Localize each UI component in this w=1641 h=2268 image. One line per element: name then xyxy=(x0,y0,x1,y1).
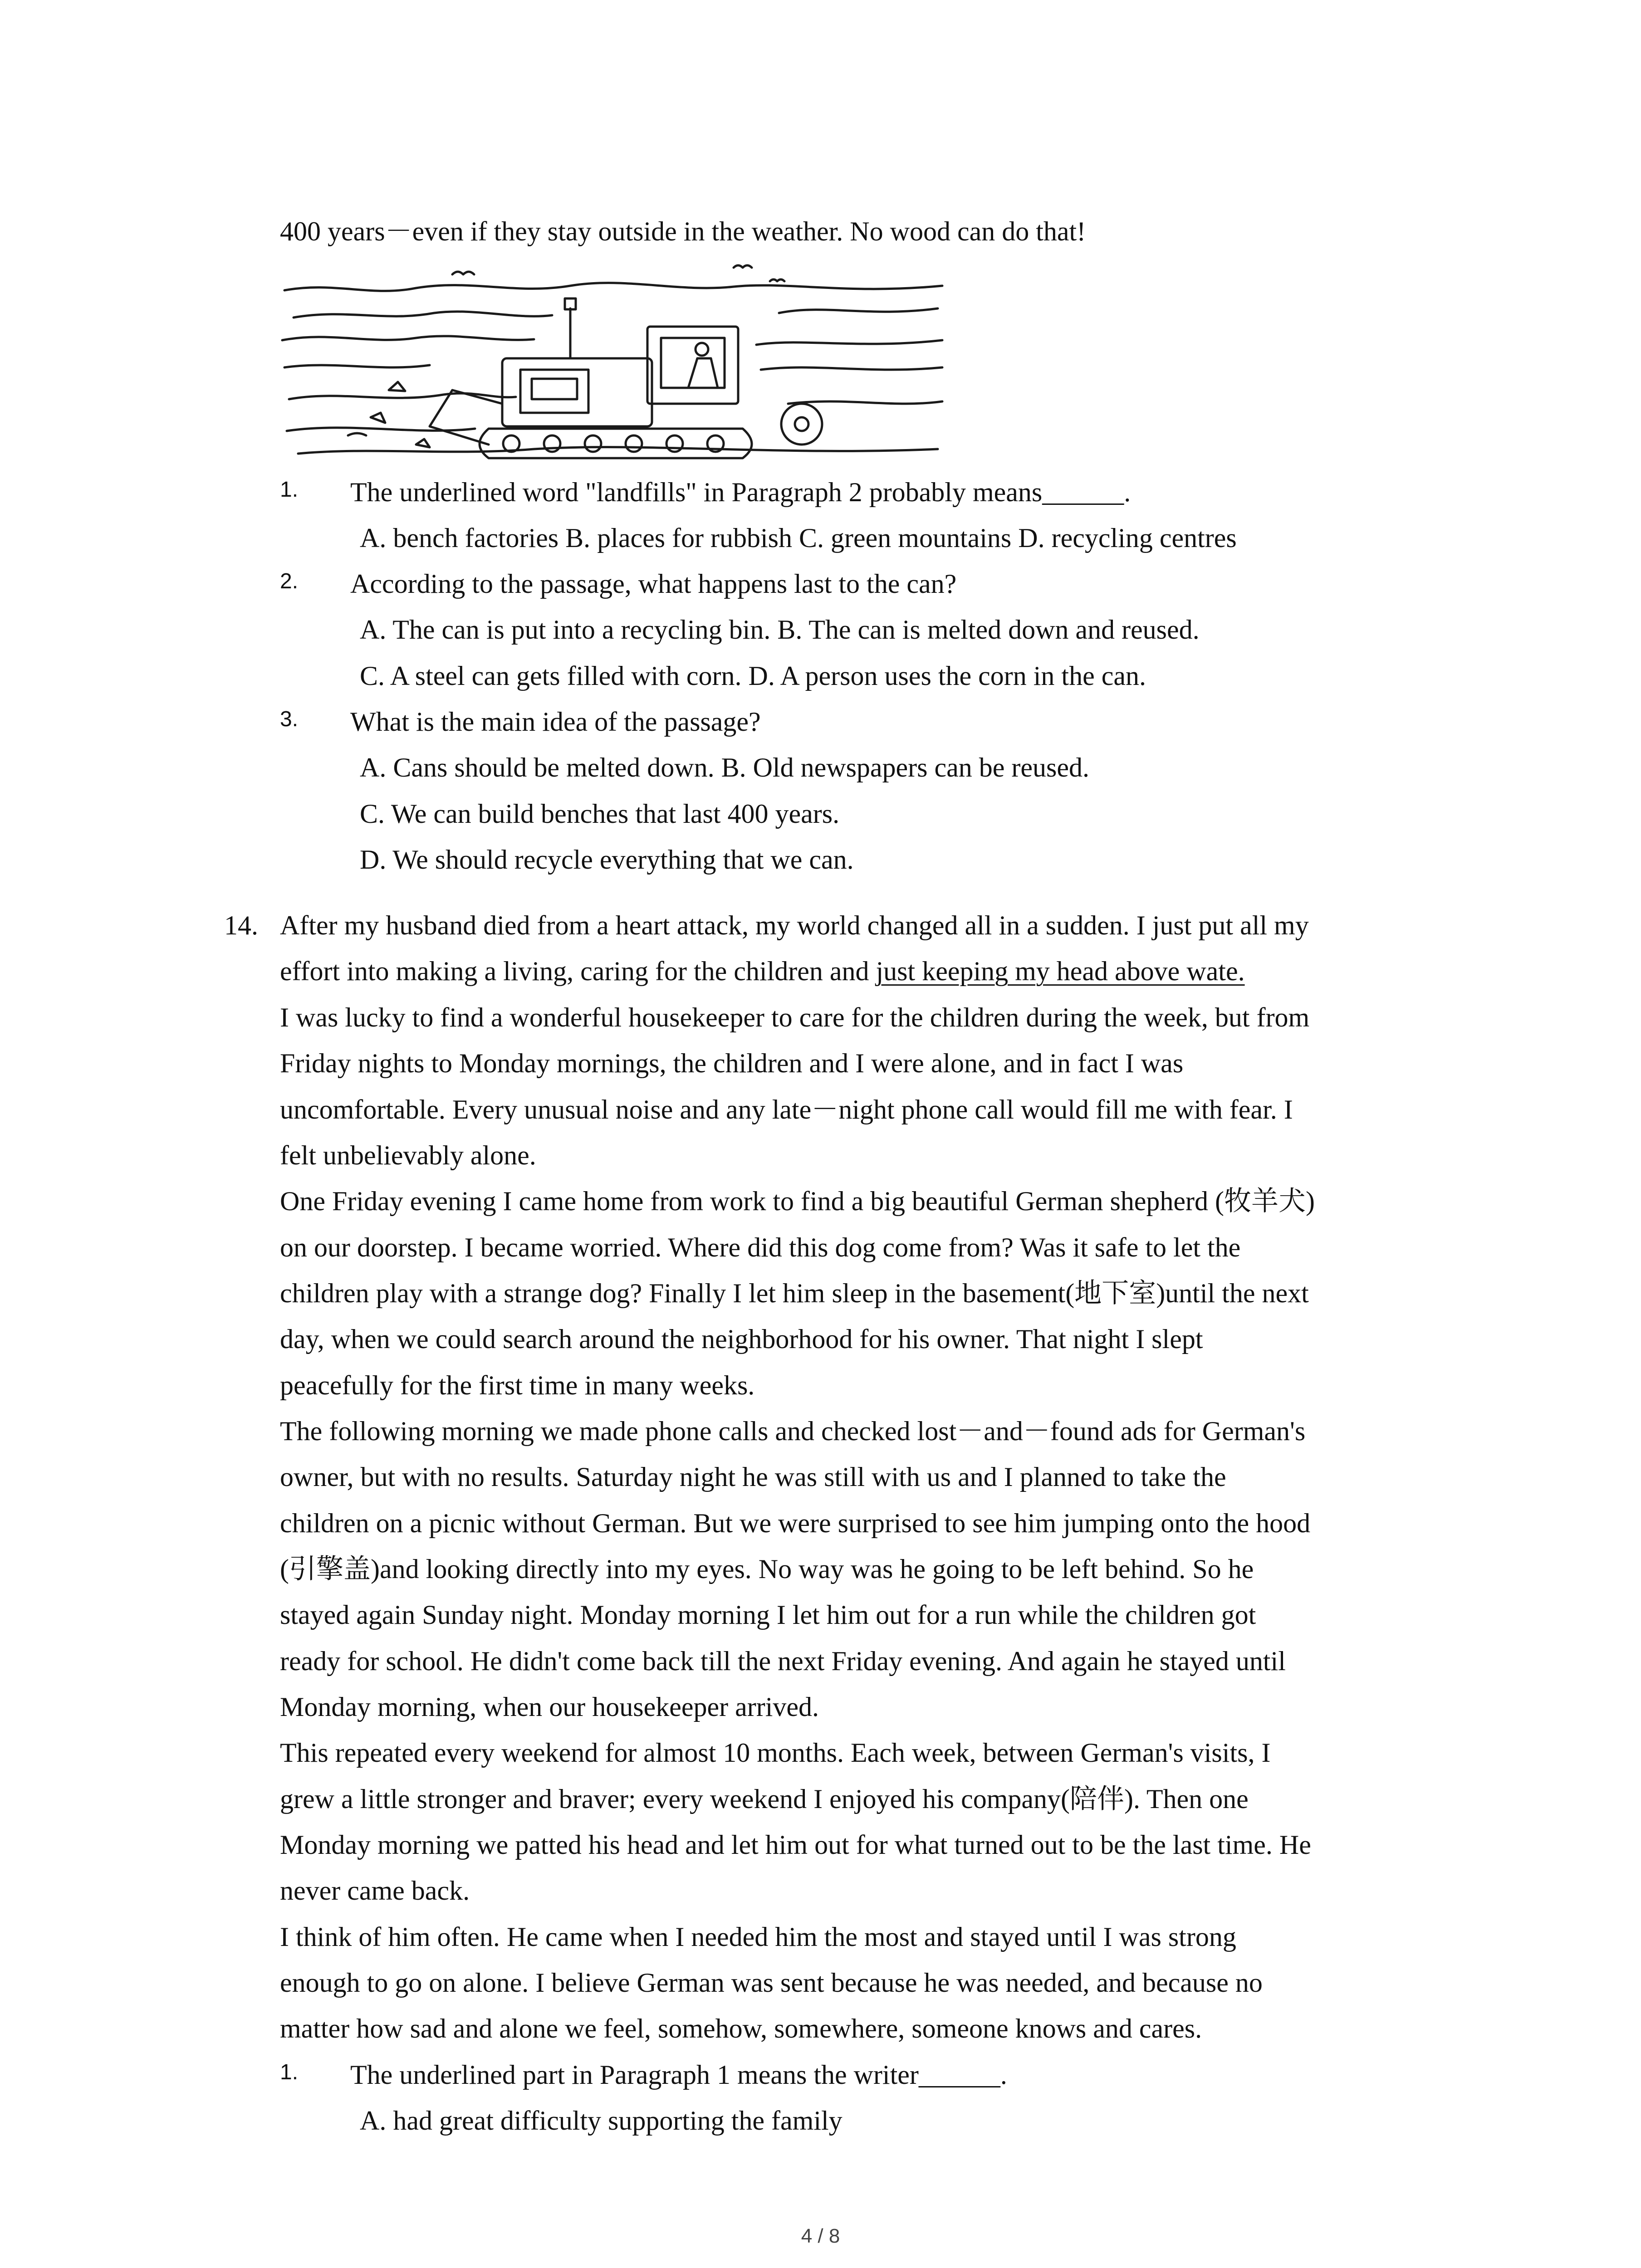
question-number: 1. xyxy=(280,478,299,502)
question-options: A. bench factories B. places for rubbish C. green mountains D. recycling centres xyxy=(360,523,1237,553)
question-option-a: A. had great difficulty supporting the family xyxy=(360,2106,843,2136)
passage-line: stayed again Sunday night. Monday morning I let him out for a run while the children got xyxy=(280,1600,1256,1630)
passage-line: This repeated every weekend for almost 10 months. Each week, between German's visits, I xyxy=(280,1738,1271,1768)
passage-line: matter how sad and alone we feel, somehow, somewhere, someone knows and cares. xyxy=(280,2014,1202,2043)
passage-line: peacefully for the first time in many weeks. xyxy=(280,1370,755,1400)
passage-line: uncomfortable. Every unusual noise and any late－night phone call would fill me with fear. I xyxy=(280,1095,1293,1124)
passage-line: One Friday evening I came home from work to find a big beautiful German shepherd (牧羊犬) xyxy=(280,1186,1315,1216)
passage-line: felt unbelievably alone. xyxy=(280,1140,536,1170)
question-stem: What is the main idea of the passage? xyxy=(350,707,761,737)
passage-line: on our doorstep. I became worried. Where did this dog come from? Was it safe to let the xyxy=(280,1232,1241,1262)
passage-line: owner, but with no results. Saturday night he was still with us and I planned to take the xyxy=(280,1462,1226,1492)
passage-line: (引擎盖)and looking directly into my eyes. No way was he going to be left behind. So he xyxy=(280,1554,1254,1584)
passage-line: I was lucky to find a wonderful housekeeper to care for the children during the week, but from xyxy=(280,1002,1310,1032)
question-number: 3. xyxy=(280,707,299,731)
question-options: D. We should recycle everything that we can. xyxy=(360,845,854,875)
question-options: C. We can build benches that last 400 years. xyxy=(360,799,840,829)
passage-line: The following morning we made phone calls and checked lost－and－found ads for German's xyxy=(280,1416,1306,1446)
question-options: A. Cans should be melted down. B. Old newspapers can be reused. xyxy=(360,753,1089,782)
question-options: A. The can is put into a recycling bin. B. The can is melted down and reused. xyxy=(360,615,1200,645)
passage-line: Friday nights to Monday mornings, the children and I were alone, and in fact I was xyxy=(280,1048,1184,1078)
passage-line: Monday morning, when our housekeeper arrived. xyxy=(280,1692,819,1722)
passage-text: effort into making a living, caring for the children and xyxy=(280,956,876,986)
passage-line xyxy=(280,953,1245,989)
page-number: 4 / 8 xyxy=(801,2225,840,2247)
passage-line: children play with a strange dog? Finally I let him sleep in the basement(地下室)until the next xyxy=(280,1278,1309,1308)
underlined-phrase: just keeping my head above wate. xyxy=(876,956,1245,986)
passage-line: ready for school. He didn't come back till the next Friday evening. And again he stayed until xyxy=(280,1646,1286,1676)
bulldozer-landfill-illustration xyxy=(280,254,947,463)
passage-line: never came back. xyxy=(280,1876,470,1906)
passage-line: grew a little stronger and braver; every weekend I enjoyed his company(陪伴). Then one xyxy=(280,1784,1249,1814)
question-number: 1. xyxy=(280,2060,299,2084)
passage-line: enough to go on alone. I believe German was sent because he was needed, and because no xyxy=(280,1968,1263,1998)
passage-line: Monday morning we patted his head and let him out for what turned out to be the last time. He xyxy=(280,1830,1311,1860)
intro-line: 400 years－even if they stay outside in the weather. No wood can do that! xyxy=(280,216,1086,246)
question-options: C. A steel can gets filled with corn. D. A person uses the corn in the can. xyxy=(360,661,1146,691)
passage-line: children on a picnic without German. But we were surprised to see him jumping onto the hood xyxy=(280,1508,1311,1538)
passage-line: I think of him often. He came when I needed him the most and stayed until I was strong xyxy=(280,1922,1236,1952)
passage-line: day, when we could search around the neighborhood for his owner. That night I slept xyxy=(280,1324,1203,1354)
passage-line: After my husband died from a heart attack, my world changed all in a sudden. I just put all my xyxy=(280,910,1309,940)
question-number-14: 14. xyxy=(224,910,258,940)
question-stem: The underlined part in Paragraph 1 means the writer______. xyxy=(350,2060,1007,2090)
question-stem: According to the passage, what happens last to the can? xyxy=(350,569,957,599)
question-number: 2. xyxy=(280,569,299,593)
question-stem: The underlined word "landfills" in Paragraph 2 probably means______. xyxy=(350,477,1131,507)
